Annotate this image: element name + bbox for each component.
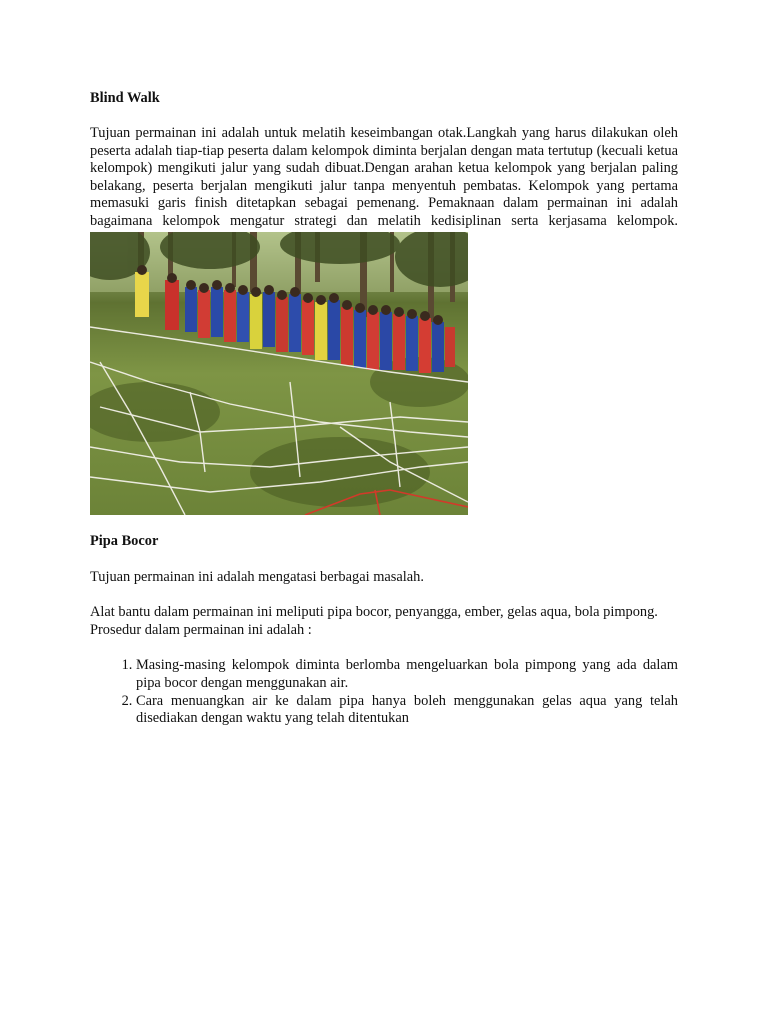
procedure-list [90,657,678,727]
list-item: 1. Masing-masing kelompok diminta berlomba mengeluarkan bola pimpong yang ada dalam pipa bocor dengan menggunakan air. [136,657,678,692]
pipa-bocor-tools: Alat bantu dalam permainan ini meliputi pipa bocor, penyangga, ember, gelas aqua, bola pimpong. [90,604,658,621]
document-page [90,88,678,728]
list-item: 2. Cara menuangkan air ke dalam pipa hanya boleh menggunakan gelas aqua yang telah disediakan dengan waktu yang telah ditentukan [136,693,678,728]
pipa-bocor-goal: Tujuan permainan ini adalah mengatasi berbagai masalah. [90,568,424,585]
pipa-bocor-procedure-intro: Prosedur dalam permainan ini adalah : [90,621,312,638]
blind-walk-paragraph: Tujuan permainan ini adalah untuk melatih keseimbangan otak.Langkah yang harus dilakukan oleh peserta adalah tiap-tiap peserta dalam kelompok diminta berjalan dengan mata tertutup (kecuali ketua kelompok) mengikuti jalur yang sudah dibuat.Dengan arahan ketua kelompok yang berjalan paling belakang, peserta berjalan mengikuti jalur tanpa menyentuh pembatas. Kelompok yang pertama memasuki garis finish ditetapkan sebagai pemenang. Pemaknaan dalam permainan ini adalah bagaimana kelompok mengatur strategi dan melatih kedisiplinan serta kerjasama kelompok. [90,125,678,229]
blind-walk-heading: Blind Walk [90,90,160,106]
pipa-bocor-heading: Pipa Bocor [90,532,159,549]
blind-walk-photo [90,232,468,515]
